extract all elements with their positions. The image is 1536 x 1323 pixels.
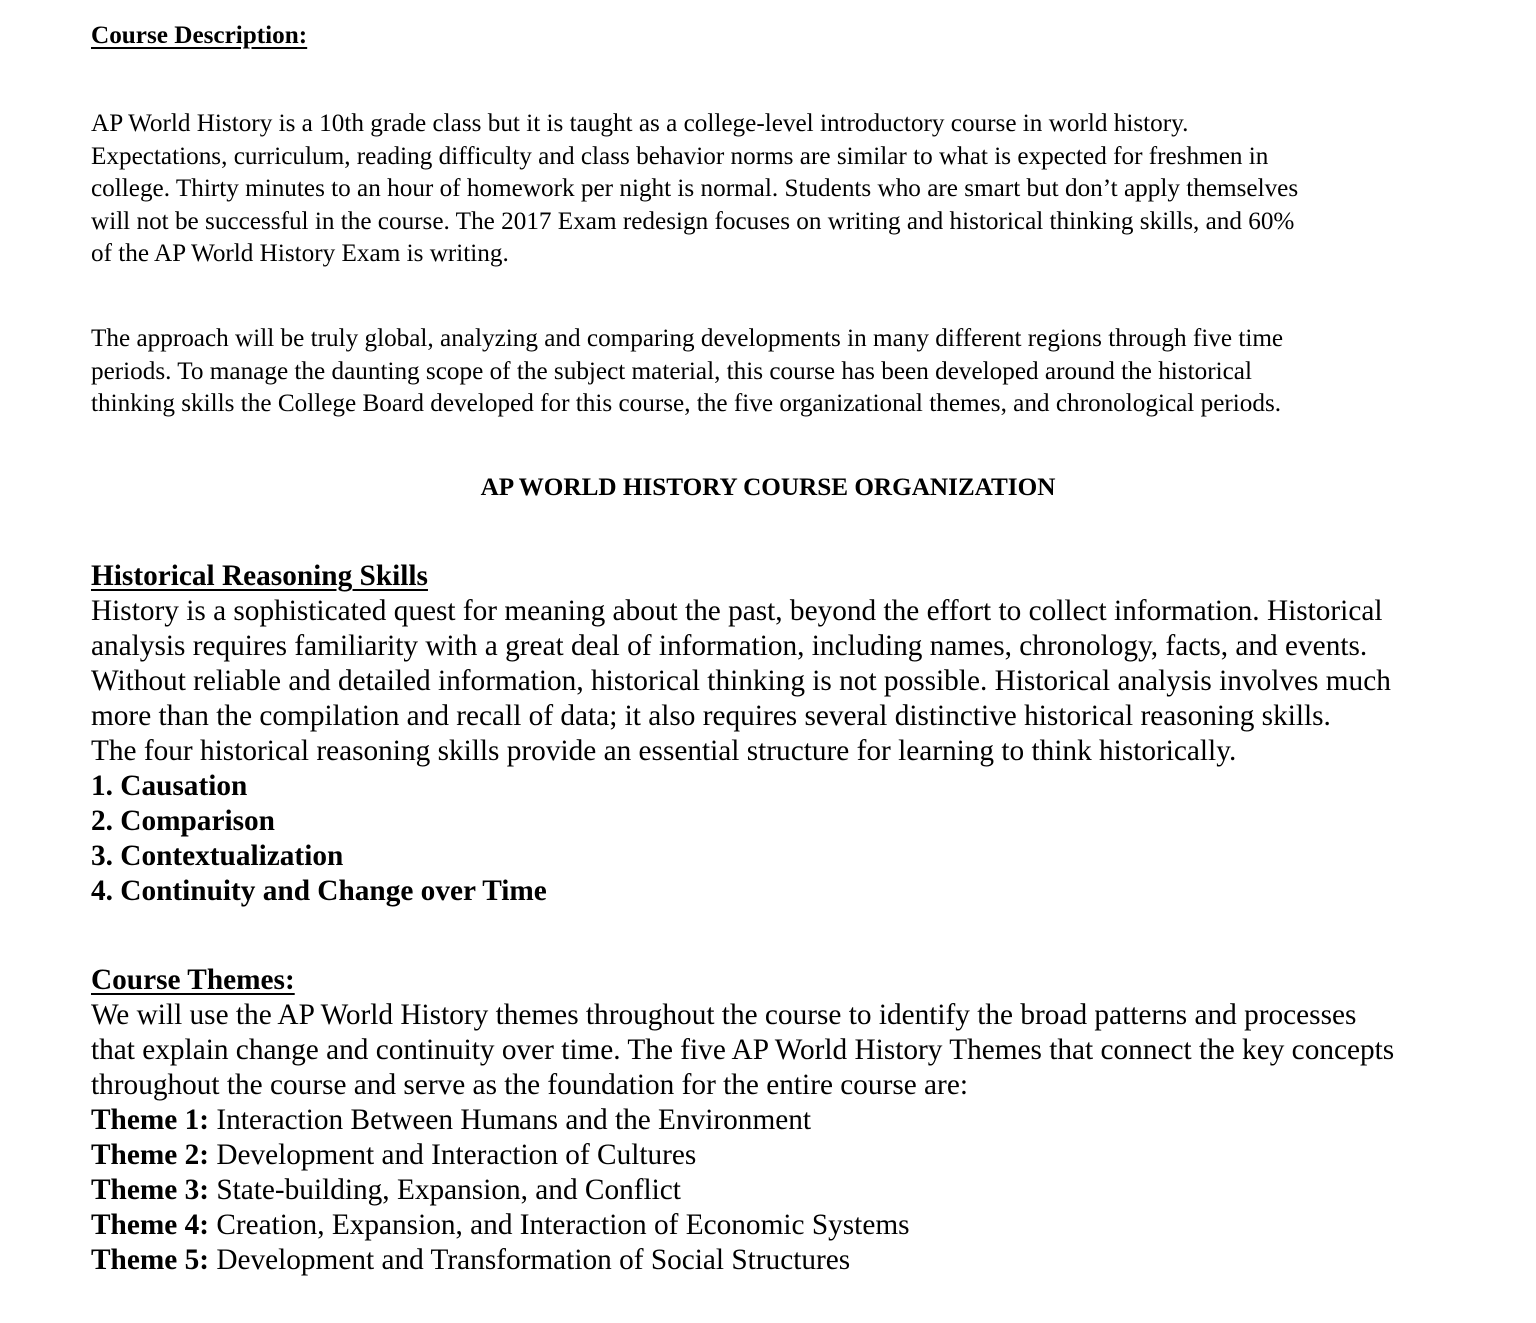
paragraph-line: History is a sophisticated quest for meaning about the past, beyond the effort to collect information. Historical [91, 595, 1383, 627]
paragraph-line: will not be successful in the course. The 2017 Exam redesign focuses on writing and historical thinking skills, and 60% [91, 207, 1295, 235]
theme-text: Development and Interaction of Cultures [216, 1139, 697, 1171]
theme-item [91, 1138, 1394, 1173]
theme-text: Development and Transformation of Social Structures [216, 1244, 851, 1276]
theme-label: Theme 4: [91, 1209, 209, 1241]
paragraph-line: thinking skills the College Board developed for this course, the five organizational themes, and chronological periods. [91, 390, 1282, 417]
skill-item: 4. Continuity and Change over Time [91, 875, 547, 907]
theme-item [91, 1208, 1394, 1243]
paragraph-line: Without reliable and detailed information, historical thinking is not possible. Historical analysis involves much [91, 665, 1391, 697]
theme-item [91, 1103, 1394, 1138]
skill-item: 3. Contextualization [91, 840, 344, 872]
themes-list [91, 1103, 1394, 1278]
reasoning-skills-heading: Historical Reasoning Skills [91, 560, 428, 592]
paragraph-line: periods. To manage the daunting scope of the subject material, this course has been developed around the historical [91, 357, 1252, 385]
theme-label: Theme 5: [91, 1244, 209, 1276]
theme-text: Creation, Expansion, and Interaction of Economic Systems [216, 1209, 910, 1241]
paragraph-line: throughout the course and serve as the foundation for the entire course are: [91, 1069, 968, 1101]
course-description-paragraph-2 [91, 323, 1283, 421]
theme-text: State-building, Expansion, and Conflict [216, 1174, 681, 1206]
skill-item: 2. Comparison [91, 805, 275, 837]
course-organization-title: AP WORLD HISTORY COURSE ORGANIZATION [480, 474, 1056, 501]
theme-label: Theme 2: [91, 1139, 209, 1171]
paragraph-line: college. Thirty minutes to an hour of homework per night is normal. Students who are smart but don’t apply themselves [91, 175, 1299, 202]
course-themes-heading: Course Themes: [91, 964, 295, 996]
theme-label: Theme 3: [91, 1174, 209, 1206]
course-description-heading: Course Description: [91, 22, 308, 49]
paragraph-line: AP World History is a 10th grade class but it is taught as a college-level introductory course in world history. [91, 110, 1189, 137]
paragraph-line: We will use the AP World History themes throughout the course to identify the broad patterns and processes [91, 999, 1357, 1031]
paragraph-line: The four historical reasoning skills provide an essential structure for learning to think historically. [91, 735, 1237, 767]
paragraph-line: The approach will be truly global, analyzing and comparing developments in many different regions through five time [91, 325, 1284, 352]
paragraph-line: that explain change and continuity over time. The five AP World History Themes that connect the key concepts [91, 1034, 1395, 1066]
paragraph-line: of the AP World History Exam is writing. [91, 240, 509, 267]
theme-item [91, 1243, 1394, 1278]
reasoning-skills-section [91, 594, 1391, 909]
course-themes-section [91, 998, 1394, 1278]
theme-item [91, 1173, 1394, 1208]
theme-label: Theme 1: [91, 1104, 209, 1136]
skills-list [91, 769, 1391, 909]
course-description-paragraph-1 [91, 108, 1298, 271]
skill-item: 1. Causation [91, 770, 248, 802]
theme-text: Interaction Between Humans and the Environment [216, 1104, 812, 1136]
paragraph-line: analysis requires familiarity with a great deal of information, including names, chronology, facts, and events. [91, 630, 1368, 662]
paragraph-line: Expectations, curriculum, reading difficulty and class behavior norms are similar to what is expected for freshmen in [91, 142, 1269, 170]
paragraph-line: more than the compilation and recall of data; it also requires several distinctive historical reasoning skills. [91, 700, 1331, 732]
